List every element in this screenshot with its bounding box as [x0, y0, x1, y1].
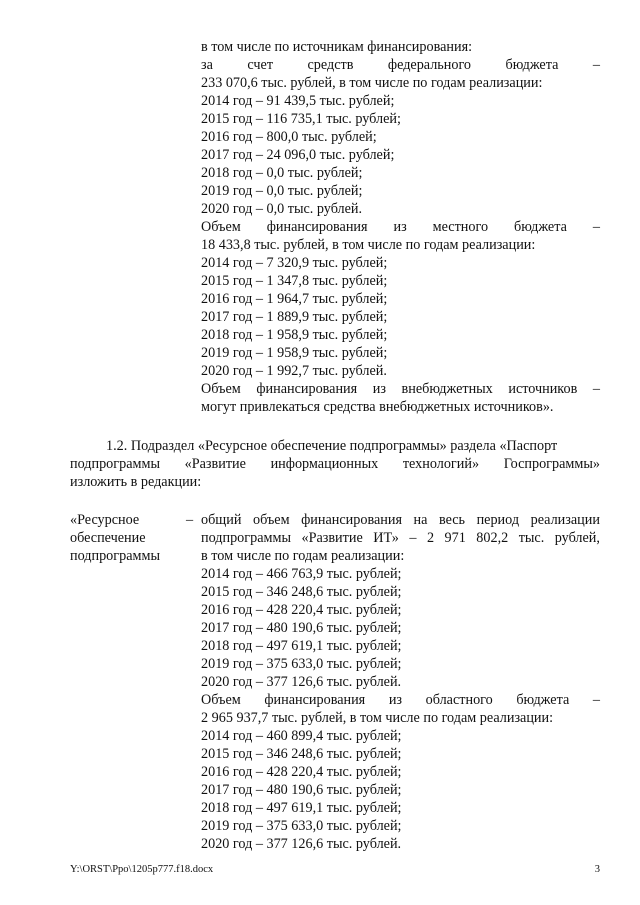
total-year-2020: 2020 год – 377 126,6 тыс. рублей. [201, 674, 402, 690]
regional-budget-line: Объем финансирования из областного бюджета – [201, 692, 600, 708]
funding-sources-intro: в том числе по источникам финансирования: [201, 39, 473, 55]
resource-label-line1: «Ресурсное [70, 512, 140, 528]
section-1-2-line1: 1.2. Подраздел «Ресурсное обеспечение подпрограммы» раздела «Паспорт [106, 438, 558, 454]
resource-total-line3: в том числе по годам реализации: [201, 548, 405, 564]
total-year-2018: 2018 год – 497 619,1 тыс. рублей; [201, 638, 402, 654]
federal-year-2019: 2019 год – 0,0 тыс. рублей; [201, 183, 363, 199]
total-year-2017: 2017 год – 480 190,6 тыс. рублей; [201, 620, 402, 636]
resource-total-line1: общий объем финансирования на весь период реализации [201, 512, 600, 528]
local-year-2014: 2014 год – 7 320,9 тыс. рублей; [201, 255, 388, 271]
local-year-2015: 2015 год – 1 347,8 тыс. рублей; [201, 273, 388, 289]
federal-year-2017: 2017 год – 24 096,0 тыс. рублей; [201, 147, 395, 163]
local-year-2020: 2020 год – 1 992,7 тыс. рублей. [201, 363, 387, 379]
footer-file-path: Y:\ORST\Ppo\1205p777.f18.docx [70, 864, 214, 875]
resource-total-line2: подпрограммы «Развитие ИТ» – 2 971 802,2 тыс. рублей, [201, 530, 600, 546]
page-number: 3 [594, 864, 600, 875]
total-year-2016: 2016 год – 428 220,4 тыс. рублей; [201, 602, 402, 618]
section-1-2-line3: изложить в редакции: [70, 474, 202, 490]
federal-year-2016: 2016 год – 800,0 тыс. рублей; [201, 129, 377, 145]
total-year-2014: 2014 год – 466 763,9 тыс. рублей; [201, 566, 402, 582]
local-year-2016: 2016 год – 1 964,7 тыс. рублей; [201, 291, 388, 307]
total-year-2015: 2015 год – 346 248,6 тыс. рублей; [201, 584, 402, 600]
total-year-2019: 2019 год – 375 633,0 тыс. рублей; [201, 656, 402, 672]
regional-year-2018: 2018 год – 497 619,1 тыс. рублей; [201, 800, 402, 816]
local-budget-total: 18 433,8 тыс. рублей, в том числе по годам реализации: [201, 237, 536, 253]
regional-year-2016: 2016 год – 428 220,4 тыс. рублей; [201, 764, 402, 780]
section-1-2-line2: подпрограммы «Развитие информационных технологий» Госпрограммы» [70, 456, 600, 472]
federal-year-2020: 2020 год – 0,0 тыс. рублей. [201, 201, 363, 217]
federal-year-2015: 2015 год – 116 735,1 тыс. рублей; [201, 111, 401, 127]
regional-budget-total: 2 965 937,7 тыс. рублей, в том числе по годам реализации: [201, 710, 554, 726]
federal-year-2014: 2014 год – 91 439,5 тыс. рублей; [201, 93, 395, 109]
regional-year-2019: 2019 год – 375 633,0 тыс. рублей; [201, 818, 402, 834]
federal-year-2018: 2018 год – 0,0 тыс. рублей; [201, 165, 363, 181]
offbudget-sources-note: могут привлекаться средства внебюджетных источников». [201, 399, 554, 415]
resource-dash: – [186, 512, 194, 528]
local-budget-line: Объем финансирования из местного бюджета – [201, 219, 600, 235]
regional-year-2014: 2014 год – 460 899,4 тыс. рублей; [201, 728, 402, 744]
local-year-2019: 2019 год – 1 958,9 тыс. рублей; [201, 345, 388, 361]
resource-label-line3: подпрограммы [70, 548, 160, 564]
federal-budget-line: за счет средств федерального бюджета – [201, 57, 600, 73]
local-year-2017: 2017 год – 1 889,9 тыс. рублей; [201, 309, 388, 325]
local-year-2018: 2018 год – 1 958,9 тыс. рублей; [201, 327, 388, 343]
regional-year-2015: 2015 год – 346 248,6 тыс. рублей; [201, 746, 402, 762]
regional-year-2017: 2017 год – 480 190,6 тыс. рублей; [201, 782, 402, 798]
offbudget-line: Объем финансирования из внебюджетных источников – [201, 381, 600, 397]
regional-year-2020: 2020 год – 377 126,6 тыс. рублей. [201, 836, 402, 852]
resource-label-line2: обеспечение [70, 530, 146, 546]
federal-budget-total: 233 070,6 тыс. рублей, в том числе по годам реализации: [201, 75, 543, 91]
